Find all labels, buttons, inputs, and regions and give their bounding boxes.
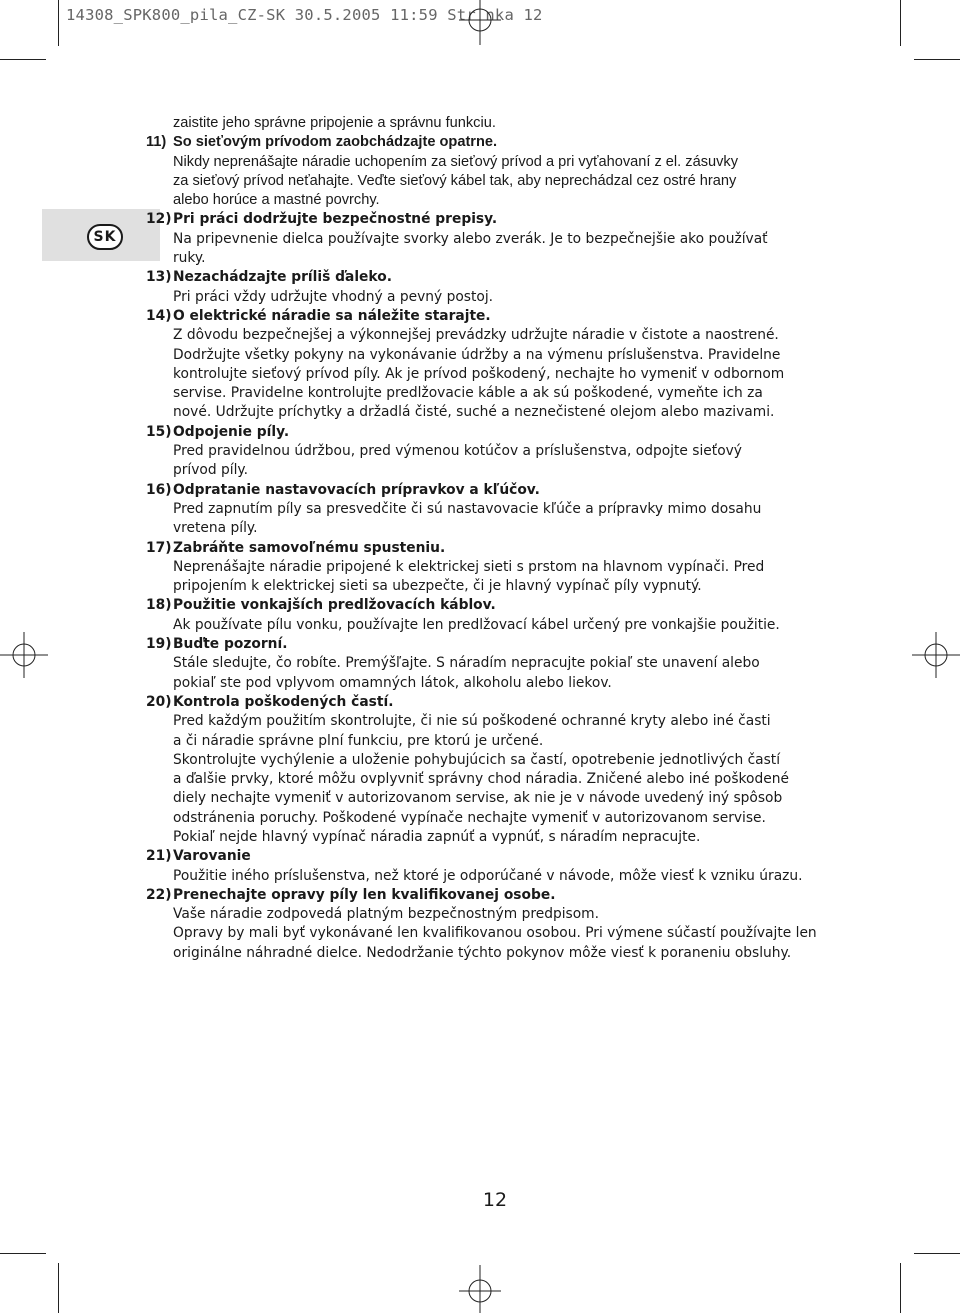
instruction-title: Varovanie <box>173 848 251 865</box>
language-badge: SK <box>87 224 123 250</box>
instruction-text-line: originálne náhradné dielce. Nedodržanie týchto pokynov môže viesť k poraneniu obsluhy. <box>173 944 792 961</box>
registration-mark-left-icon <box>0 630 50 680</box>
instruction-number: 18) <box>146 597 172 614</box>
instruction-text-line: odstránenia poruchy. Poškodené vypínače nechajte vymeniť v autorizovanom servise. <box>173 809 766 826</box>
instruction-text-line: pripojením k elektrickej sieti sa ubezpečte, či je hlavný vypínač píly vypnutý. <box>173 578 702 595</box>
instruction-item <box>146 539 846 597</box>
instruction-item <box>146 423 846 481</box>
instruction-title: So sieťovým prívodom zaobchádzajte opatrne. <box>173 134 498 151</box>
instruction-title: Použitie vonkajších predlžovacích káblov. <box>173 597 496 614</box>
instruction-text-line: Stále sledujte, čo robíte. Premýšľajte. S náradím nepracujte pokiaľ ste unavení alebo <box>173 655 760 672</box>
instruction-text-line: Dodržujte všetky pokyny na vykonávanie údržby a na výmenu príslušenstva. Pravidelne <box>173 346 781 363</box>
instruction-text-line: a či náradie správne plní funkciu, pre ktorú je určené. <box>173 732 544 749</box>
instruction-heading <box>146 133 846 152</box>
page-number: 12 <box>482 1189 508 1211</box>
instruction-title: Pri práci dodržujte bezpečnostné prepisy. <box>173 211 498 228</box>
instruction-text-line: ruky. <box>173 250 206 267</box>
instruction-item <box>146 596 846 635</box>
instruction-text-line: Skontrolujte vychýlenie a uloženie pohybujúcich sa častí, opotrebenie jednotlivých častí <box>173 751 781 768</box>
intro-line: zaistite jeho správne pripojenie a správnu funkciu. <box>173 115 496 131</box>
instruction-item <box>146 133 846 210</box>
instruction-text-line: Na pripevnenie dielca používajte svorky alebo zverák. Je to bezpečnejšie ako používať <box>173 230 768 247</box>
crop-mark <box>900 0 901 46</box>
instruction-text-line: Pred pravidelnou údržbou, pred výmenou kotúčov a príslušenstva, odpojte sieťový <box>173 443 742 460</box>
instruction-text-line: Vaše náradie zodpovedá platným bezpečnostným predpisom. <box>173 906 600 923</box>
instruction-item <box>146 268 846 307</box>
instruction-text-line: servise. Pravidelne kontrolujte predlžovacie káble a ak sú poškodené, vymeňte ich za <box>173 385 763 402</box>
crop-mark <box>58 1263 59 1313</box>
instruction-text-line: alebo horúce a mastné povrchy. <box>173 192 380 209</box>
instruction-text-line: Pred každým použitím skontrolujte, či nie sú poškodené ochranné kryty alebo iné časti <box>173 713 771 730</box>
print-slug: 14308_SPK800_pila_CZ-SK 30.5.2005 11:59 Str nka 12 <box>66 6 543 24</box>
instruction-item <box>146 693 846 847</box>
instruction-item <box>146 635 846 693</box>
instruction-text-line: diely nechajte vymeniť v autorizovanom servise, ak nie je v návode uvedený iný spôsob <box>173 790 783 807</box>
instruction-title: Nezachádzajte príliš ďaleko. <box>173 269 392 286</box>
instruction-heading <box>146 596 846 615</box>
instruction-title: Odpratanie nastavovacích prípravkov a kľúčov. <box>173 481 540 498</box>
instruction-item <box>146 210 846 268</box>
instruction-title: Odpojenie píly. <box>173 423 290 440</box>
instruction-heading <box>146 635 846 654</box>
instruction-number: 12) <box>146 211 172 228</box>
instruction-number: 17) <box>146 539 172 556</box>
instruction-title: O elektrické náradie sa náležite starajte. <box>173 307 491 324</box>
instruction-number: 15) <box>146 423 172 440</box>
instruction-text-line: vretena píly. <box>173 520 258 537</box>
instruction-number: 11) <box>146 134 167 151</box>
instruction-text-line: nové. Udržujte príchytky a držadlá čisté, suché a neznečistené olejom alebo mazivami. <box>173 404 775 421</box>
instruction-number: 21) <box>146 848 172 865</box>
instruction-text-line: Opravy by mali byť vykonávané len kvalifikovanou osobou. Pri výmene súčastí používajte len <box>173 925 817 942</box>
instruction-text-line: Nikdy neprenášajte náradie uchopením za sieťový prívod a pri vyťahovaní z el. zásuvky <box>173 153 738 170</box>
instruction-heading <box>146 268 846 287</box>
instruction-title: Kontrola poškodených častí. <box>173 693 394 710</box>
crop-mark <box>0 1253 46 1254</box>
safety-instructions <box>146 114 846 963</box>
instruction-text-line: Ak používate pílu vonku, používajte len predlžovací kábel určený pre vonkajšie použitie. <box>173 616 780 633</box>
instruction-text-line: pokiaľ ste pod vplyvom omamných látok, alkoholu alebo liekov. <box>173 674 612 691</box>
crop-mark <box>914 1253 960 1254</box>
instruction-text-line: kontrolujte sieťový prívod píly. Ak je prívod poškodený, nechajte ho vymeniť v odbornom <box>173 365 785 382</box>
instruction-text-line: Pred zapnutím píly sa presvedčite či sú nastavovacie kľúče a prípravky mimo dosahu <box>173 500 762 517</box>
instruction-heading <box>146 481 846 500</box>
instruction-title: Buďte pozorní. <box>173 636 288 653</box>
registration-mark-top-icon <box>455 0 505 46</box>
instruction-item <box>146 847 846 886</box>
crop-mark <box>914 59 960 60</box>
instruction-heading <box>146 307 846 326</box>
instruction-text-line: Použitie iného príslušenstva, než ktoré je odporúčané v návode, môže viesť k vzniku úrazu. <box>173 867 803 884</box>
instruction-text-line: za sieťový prívod neťahajte. Veďte sieťový kábel tak, aby neprechádzal cez ostré hrany <box>173 172 737 189</box>
instruction-number: 20) <box>146 693 172 710</box>
crop-mark <box>0 59 46 60</box>
instruction-number: 19) <box>146 636 172 653</box>
instruction-number: 13) <box>146 269 172 286</box>
registration-mark-bottom-icon <box>455 1263 505 1313</box>
instruction-number: 14) <box>146 307 172 324</box>
instruction-text-line: Z dôvodu bezpečnejšej a výkonnejšej prevádzky udržujte náradie v čistote a naostrené. <box>173 327 779 344</box>
crop-mark <box>58 0 59 46</box>
instruction-list <box>146 133 846 963</box>
instruction-item <box>146 886 846 963</box>
instruction-text-line: prívod píly. <box>173 462 249 479</box>
instruction-heading <box>146 423 846 442</box>
instruction-heading <box>146 886 846 905</box>
instruction-number: 22) <box>146 886 172 903</box>
instruction-heading <box>146 693 846 712</box>
instruction-number: 16) <box>146 481 172 498</box>
crop-mark <box>900 1263 901 1313</box>
instruction-title: Zabráňte samovoľnému spusteniu. <box>173 539 446 556</box>
instruction-text-line: a ďalšie prvky, ktoré môžu ovplyvniť správny chod náradia. Zničené alebo iné poškodené <box>173 771 789 788</box>
instruction-text-line: Pokiaľ nejde hlavný vypínač náradia zapnúť a vypnúť, s náradím nepracujte. <box>173 828 701 845</box>
instruction-item <box>146 307 846 423</box>
instruction-heading <box>146 210 846 229</box>
instruction-heading <box>146 539 846 558</box>
instruction-text-line: Pri práci vždy udržujte vhodný a pevný postoj. <box>173 288 494 305</box>
instruction-heading <box>146 847 846 866</box>
instruction-item <box>146 481 846 539</box>
instruction-title: Prenechajte opravy píly len kvalifikovanej osobe. <box>173 886 556 903</box>
registration-mark-right-icon <box>910 630 960 680</box>
instruction-text-line: Neprenášajte náradie pripojené k elektrickej sieti s prstom na hlavnom vypínači. Pred <box>173 558 765 575</box>
